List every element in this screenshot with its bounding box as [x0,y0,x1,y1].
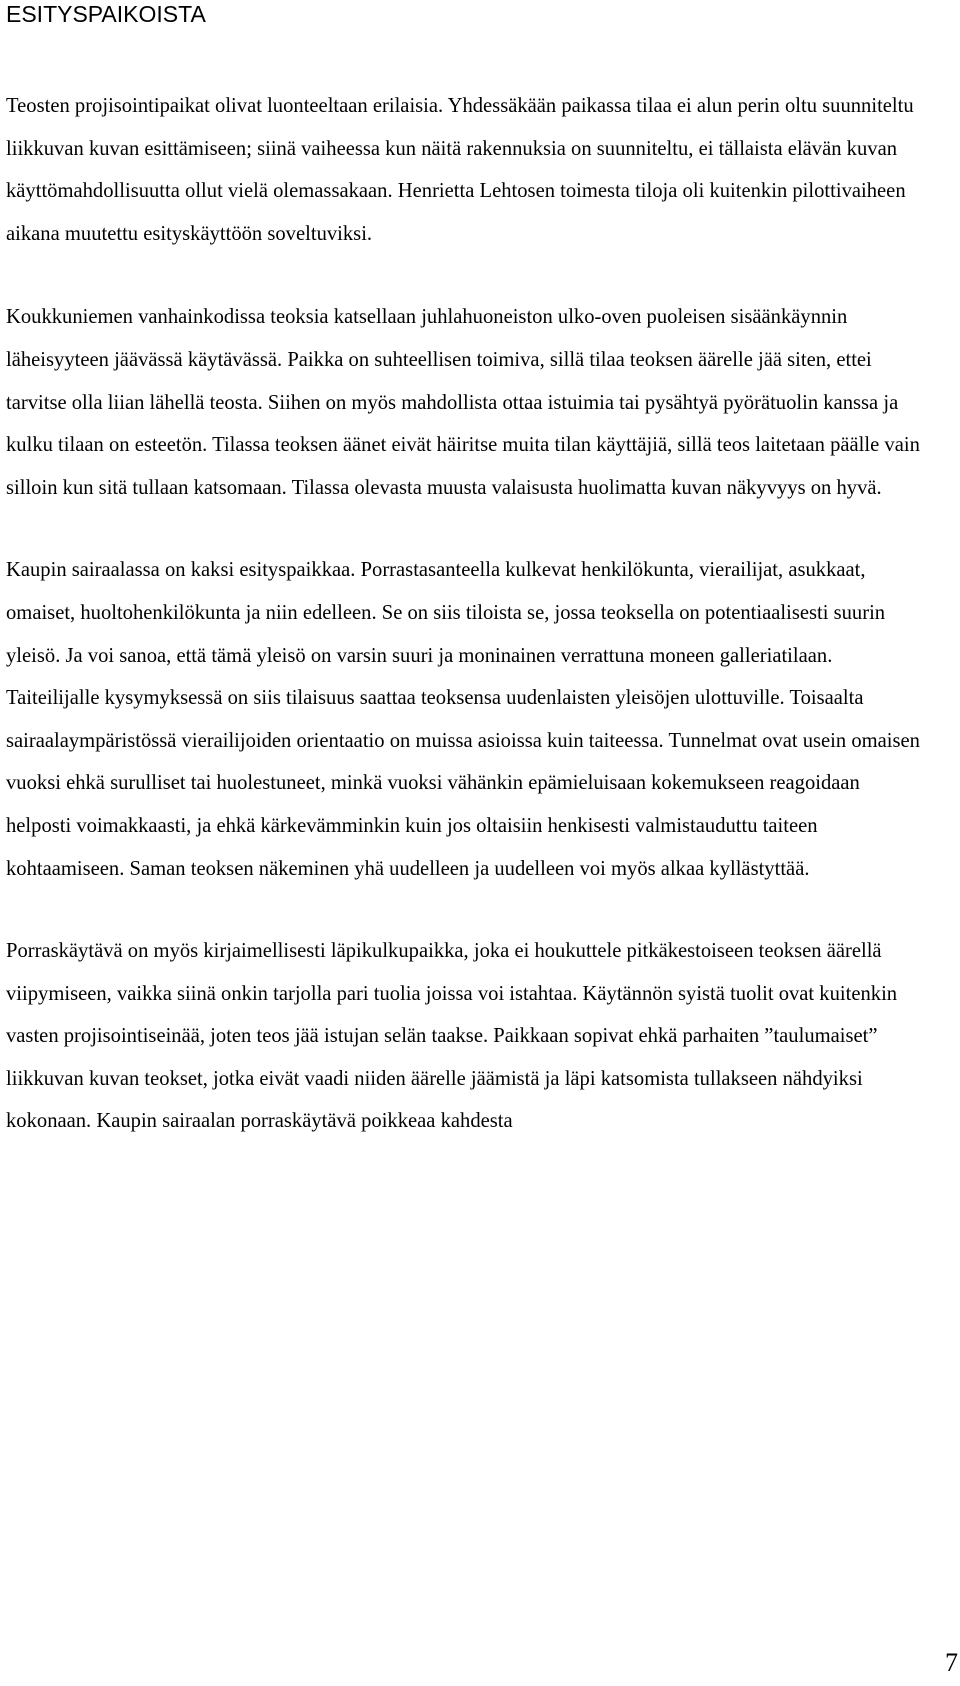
paragraph-kauppi-hospital: Kaupin sairaalassa on kaksi esityspaikkaa. Porrastasanteella kulkevat henkilökunta, vierailijat, asukkaat, omaiset, huoltohenkilökunta ja niin edelleen. Se on siis tiloista se, jossa teoksella on potentiaalisesti suurin yleisö. Ja voi sanoa, että tämä yleisö on varsin suuri ja moninainen verrattuna moneen galleriatilaan. Taiteilijalle kysymyksessä on siis tilaisuus saattaa teoksensa uudenlaisten yleisöjen ulottuville. Toisaalta sairaalaympäristössä vierailijoiden orientaatio on muissa asioissa kuin taiteessa. Tunnelmat ovat usein omaisen vuoksi ehkä surulliset tai huolestuneet, minkä vuoksi vähänkin epämieluisaan kokemukseen reagoidaan helposti voimakkaasti, ja ehkä kärkevämminkin kuin jos oltaisiin henkisesti valmistauduttu taiteen kohtaamiseen. Saman teoksen näkeminen yhä uudelleen ja uudelleen voi myös alkaa kyllästyttää. [6,559,920,880]
page-number: 7 [945,1648,958,1677]
paragraph-koukkuniemi: Koukkuniemen vanhainkodissa teoksia katsellaan juhlahuoneiston ulko-oven puoleisen sisäänkäynnin läheisyyteen jäävässä käytävässä. Paikka on suhteellisen toimiva, sillä tilaa teoksen äärelle jää siten, ettei tarvitse olla liian lähellä teosta. Siihen on myös mahdollista ottaa istuimia tai pysähtyä pyörätuolin kanssa ja kulku tilaan on esteetön. Tilassa teoksen äänet eivät häiritse muita tilan käyttäjiä, sillä teos laitetaan päälle vain silloin kun sitä tullaan katsomaan. Tilassa olevasta muusta valaisusta huolimatta kuvan näkyvyys on hyvä. [6,306,920,499]
paragraph-stairwell: Porraskäytävä on myös kirjaimellisesti läpikulkupaikka, joka ei houkuttele pitkäkestoiseen teoksen äärellä viipymiseen, vaikka siinä onkin tarjolla pari tuolia joissa voi istahtaa. Käytännön syistä tuolit ovat kuitenkin vasten projisointiseinää, joten teos jää istujan selän taakse. Paikkaan sopivat ehkä parhaiten ”taulumaiset” liikkuvan kuvan teokset, jotka eivät vaadi niiden äärelle jäämistä ja läpi katsomista tullakseen nähdyiksi kokonaan. Kaupin sairaalan porraskäytävä poikkeaa kahdesta [6,940,898,1133]
section-heading: ESITYSPAIKOISTA [6,1,206,27]
paragraph-projection-venues: Teosten projisointipaikat olivat luonteeltaan erilaisia. Yhdessäkään paikassa tilaa ei alun perin oltu suunniteltu liikkuvan kuvan esittämiseen; siinä vaiheessa kun näitä rakennuksia on suunniteltu, ei tällaista elävän kuvan käyttömahdollisuutta ollut vielä olemassakaan. Henrietta Lehtosen toimesta tiloja oli kuitenkin pilottivaiheen aikana muutettu esityskäyttöön soveltuviksi. [6,95,914,245]
